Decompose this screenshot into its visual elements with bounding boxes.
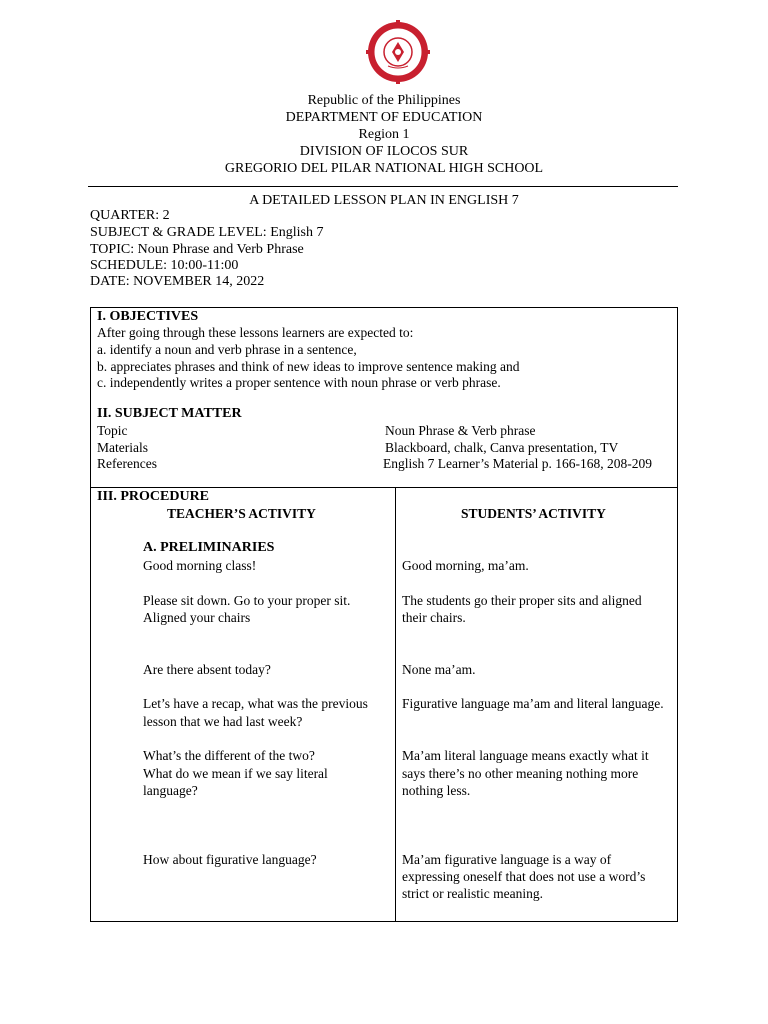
objective-item-b: b. appreciates phrases and think of new ideas to improve sentence making and — [97, 359, 520, 374]
student-line: Good morning, ma’am. — [402, 558, 529, 573]
quarter-line: QUARTER: 2 — [90, 208, 170, 223]
student-line: their chairs. — [402, 610, 466, 625]
students-activity-heading: STUDENTS’ ACTIVITY — [461, 506, 606, 521]
teacher-line: Please sit down. Go to your proper sit. — [143, 593, 351, 608]
student-line: strict or realistic meaning. — [402, 886, 543, 901]
student-line: The students go their proper sits and aligned — [402, 593, 642, 608]
student-line: Figurative language ma’am and literal language. — [402, 696, 664, 711]
subject-value-topic: Noun Phrase & Verb phrase — [385, 423, 536, 438]
student-line: Ma’am literal language means exactly what it — [402, 748, 649, 763]
teacher-line: What do we mean if we say literal — [143, 766, 328, 781]
header-republic: Republic of the Philippines — [307, 93, 461, 108]
student-line: Ma’am figurative language is a way of — [402, 852, 612, 867]
student-line: nothing less. — [402, 783, 471, 798]
topic-line: TOPIC: Noun Phrase and Verb Phrase — [90, 242, 304, 257]
teacher-line: Let’s have a recap, what was the previous — [143, 696, 368, 711]
subject-value-materials: Blackboard, chalk, Canva presentation, TV — [385, 440, 619, 455]
teacher-line: What’s the different of the two? — [143, 748, 315, 763]
student-line: says there’s no other meaning nothing more — [402, 766, 639, 781]
school-seal-logo — [366, 20, 430, 84]
column-divider — [395, 488, 396, 921]
objectives-heading: I. OBJECTIVES — [97, 309, 199, 324]
subject-value-references: English 7 Learner’s Material p. 166-168, 208-209 — [383, 456, 652, 471]
subject-matter-heading: II. SUBJECT MATTER — [97, 406, 242, 421]
subject-label-materials: Materials — [97, 440, 148, 455]
header-department: DEPARTMENT OF EDUCATION — [285, 110, 483, 125]
schedule-line: SCHEDULE: 10:00-11:00 — [90, 258, 239, 273]
procedure-table — [90, 487, 678, 922]
preliminaries-heading: A. PRELIMINARIES — [143, 540, 275, 555]
teacher-line: lesson that we had last week? — [143, 714, 303, 729]
teacher-activity-heading: TEACHER’S ACTIVITY — [167, 506, 316, 521]
header-division: DIVISION OF ILOCOS SUR — [299, 144, 469, 159]
objective-item-c: c. independently writes a proper sentence with noun phrase or verb phrase. — [97, 375, 501, 390]
procedure-heading: III. PROCEDURE — [97, 489, 210, 504]
lesson-plan-title: A DETAILED LESSON PLAN IN ENGLISH 7 — [249, 193, 519, 208]
subject-label-topic: Topic — [97, 423, 128, 438]
objective-item-a: a. identify a noun and verb phrase in a sentence, — [97, 342, 357, 357]
header-divider — [88, 186, 678, 187]
student-line: expressing oneself that does not use a word’s — [402, 869, 646, 884]
student-line: None ma’am. — [402, 662, 476, 677]
subject-grade-line: SUBJECT & GRADE LEVEL: English 7 — [90, 225, 324, 240]
header-school: GREGORIO DEL PILAR NATIONAL HIGH SCHOOL — [224, 161, 544, 176]
teacher-line: Are there absent today? — [143, 662, 271, 677]
objectives-intro: After going through these lessons learners are expected to: — [97, 325, 414, 340]
subject-label-references: References — [97, 456, 157, 471]
teacher-line: Good morning class! — [143, 558, 257, 573]
teacher-line: Aligned your chairs — [143, 610, 251, 625]
date-line: DATE: NOVEMBER 14, 2022 — [90, 274, 265, 289]
objectives-subject-box — [90, 307, 678, 488]
header-region: Region 1 — [358, 127, 410, 142]
teacher-line: language? — [143, 783, 198, 798]
teacher-line: How about figurative language? — [143, 852, 317, 867]
